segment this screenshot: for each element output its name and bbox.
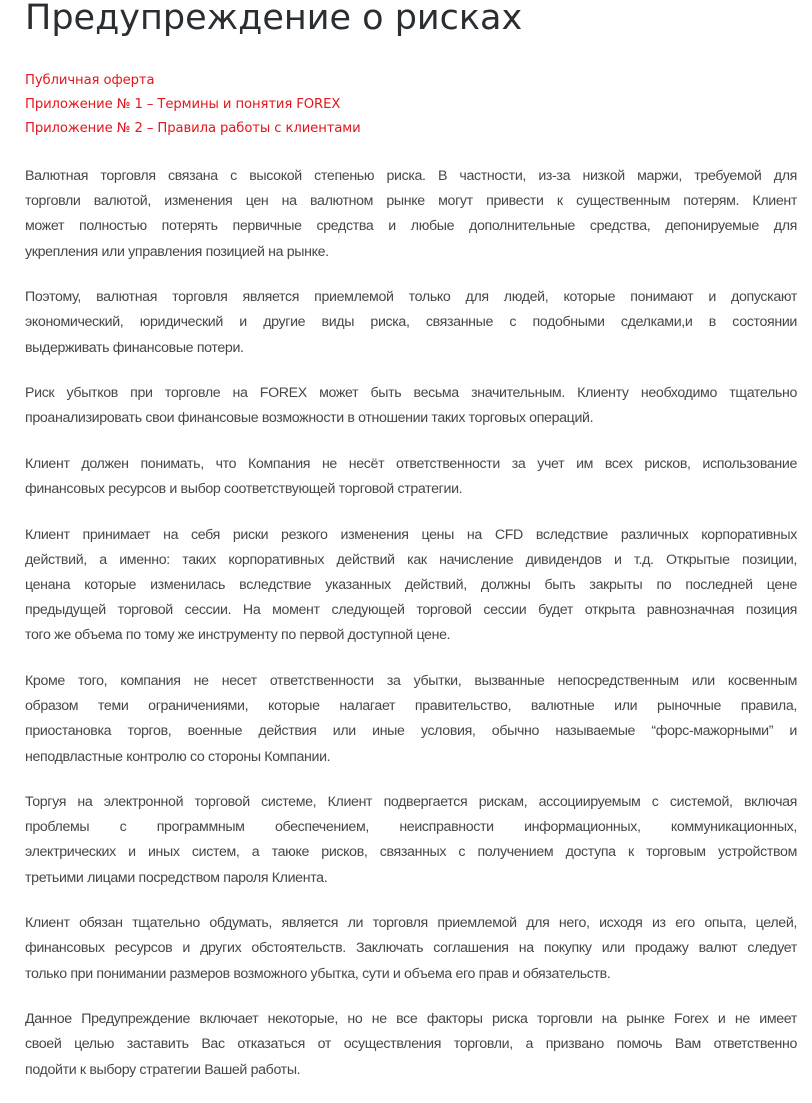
paragraph-line: финансовых ресурсов и других обстоятельств. Заключать соглашения на покупку или продажу валют следует: [25, 940, 797, 957]
paragraph: [25, 164, 797, 265]
page-title: Предупреждение о рисках: [25, 0, 523, 38]
paragraph-line: торговли валютой, изменения цен на валютном рынке могут привести к существенным потерям. Клиент: [25, 193, 797, 210]
link-appendix-2-client-rules[interactable]: Приложение № 2 – Правила работы с клиентами: [25, 121, 361, 136]
paragraph-line: только при понимании размеров возможного убытка, сути и объема его прав и обязательств.: [25, 965, 611, 982]
paragraph-line: экономический, юридический и другие виды риска, связанные с подобными сделками,и в состоянии: [25, 314, 797, 331]
paragraph-line: Клиент принимает на себя риски резкого изменения цены на CFD вследствие различных корпоративных: [25, 526, 797, 543]
risk-warning-body: [25, 164, 797, 1103]
paragraph-line: Клиент обязан тщательно обдумать, является ли торговля приемлемой для него, исходя из его опыта, целей,: [25, 915, 797, 932]
paragraph-line: электрических и иных систем, а таюке рисков, связанных с получением доступа к торговым устройством: [25, 844, 797, 861]
paragraph-line: ценана которые изменилась вследствие указанных действий, должны быть закрыты по последней цене: [25, 577, 797, 593]
paragraph-line: проанализировать свои финансовые возможности в отношении таких торговых операций.: [25, 410, 594, 427]
paragraph-line: образом теми ограничениями, которые налагает правительство, валютные или рыночные правила,: [25, 698, 797, 715]
paragraph: [25, 381, 797, 431]
paragraph: [25, 452, 797, 502]
paragraph-line: приостановка торгов, военные действия или иные условия, обычно называемые “форс-мажорными” и: [25, 723, 797, 740]
paragraph-line: проблемы с программным обеспечением, неисправности информационных, коммуникационных,: [25, 819, 797, 836]
paragraph: [25, 911, 797, 987]
paragraph: [25, 1007, 797, 1083]
document-links: [25, 69, 361, 141]
paragraph: [25, 790, 797, 891]
paragraph: [25, 669, 797, 770]
paragraph: [25, 523, 797, 649]
link-public-offer[interactable]: Публичная оферта: [25, 73, 155, 88]
paragraph-line: укрепления или управления позицией на рынке.: [25, 243, 329, 260]
paragraph-line: третьими лицами посредством пароля Клиента.: [25, 869, 328, 886]
paragraph-line: того же объема по тому же инструменту по первой доступной цене.: [25, 627, 451, 644]
paragraph-line: предыдущей торговой сессии. На момент следующей торговой сессии будет открыта равнозначная позиция: [25, 602, 797, 619]
paragraph-line: Поэтому, валютная торговля является приемлемой только для людей, которые понимают и допускают: [25, 289, 797, 306]
paragraph-line: Торгуя на электронной торговой системе, Клиент подвергается рискам, ассоциируемым с системой, включая: [25, 794, 797, 811]
paragraph: [25, 285, 797, 361]
paragraph-line: Данное Предупреждение включает некоторые, но не все факторы риска торговли на рынке Forex и не имеет: [25, 1011, 797, 1028]
paragraph-line: финансовых ресурсов и выбор соответствующей торговой стратегии.: [25, 481, 463, 498]
paragraph-line: выдерживать финансовые потери.: [25, 339, 244, 356]
paragraph-line: подойти к выбору стратегии Вашей работы.: [25, 1061, 301, 1078]
paragraph-line: действий, а именно: таких корпоративных действий как начисление дивидендов и т.д. Открытые позиции,: [25, 551, 797, 568]
paragraph-line: Риск убытков при торговле на FOREX может быть весьма значительным. Клиенту необходимо тщательно: [25, 385, 797, 402]
paragraph-line: Клиент должен понимать, что Компания не несёт ответственности за учет им всех рисков, использование: [25, 455, 797, 472]
paragraph-line: может полностью потерять первичные средства и любые дополнительные средства, депонируемые для: [25, 218, 797, 235]
paragraph-line: Валютная торговля связана с высокой степенью риска. В частности, из-за низкой маржи, требуемой для: [25, 168, 797, 184]
paragraph-line: Кроме того, компания не несет ответственности за убытки, вызванные непосредственным или косвенным: [25, 672, 797, 689]
paragraph-line: неподвластные контролю со стороны Компании.: [25, 748, 331, 765]
link-appendix-1-forex-terms[interactable]: Приложение № 1 – Термины и понятия FOREX: [25, 97, 341, 112]
paragraph-line: своей целью заставить Вас отказаться от осуществления торговли, а призвано помочь Вам ответственно: [25, 1036, 797, 1053]
